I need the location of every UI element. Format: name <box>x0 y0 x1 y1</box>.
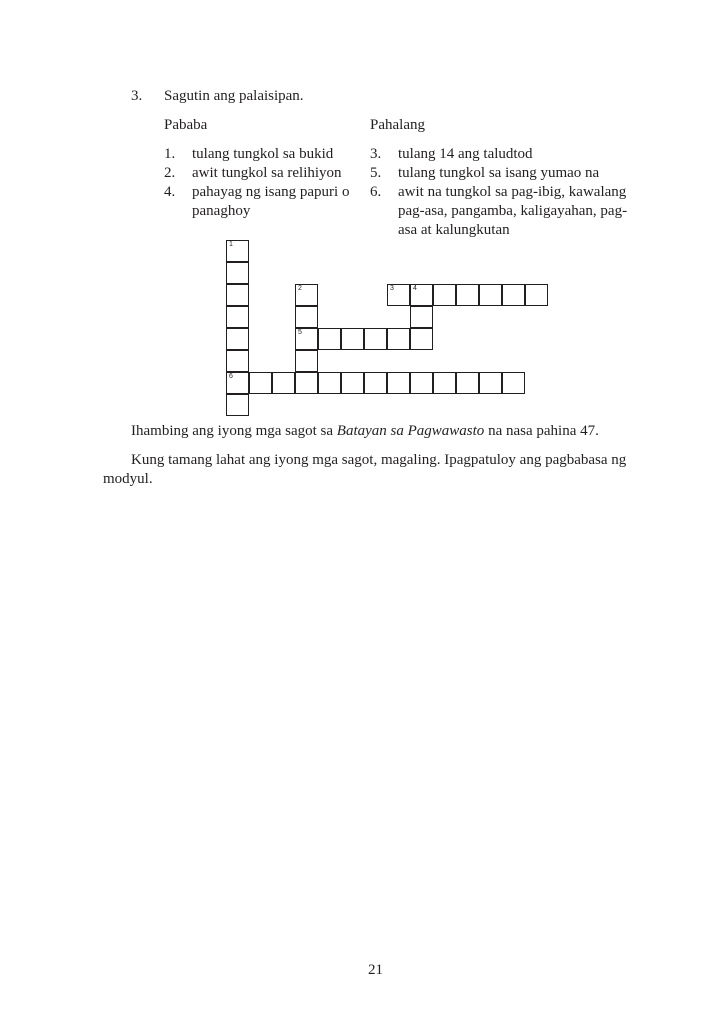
closing-line-1: Kung tamang lahat ang iyong mga sagot, magaling. Ipagpatuloy ang pagbabasa ng <box>131 452 627 468</box>
clue-text: awit tungkol sa relihiyon <box>192 165 342 181</box>
clue-text: panaghoy <box>192 203 251 219</box>
clue-text: tulang 14 ang taludtod <box>398 146 533 162</box>
page-number: 21 <box>368 962 383 978</box>
clue-number: 3. <box>370 146 382 162</box>
crossword-cell[interactable] <box>410 372 433 394</box>
crossword-cell[interactable] <box>456 284 479 306</box>
clue-number: 1. <box>164 146 176 162</box>
crossword-cell[interactable] <box>479 284 502 306</box>
pahalang-heading: Pahalang <box>370 117 425 133</box>
crossword-cell[interactable] <box>433 284 456 306</box>
crossword-cell[interactable] <box>226 350 249 372</box>
crossword-cell[interactable] <box>364 372 387 394</box>
clue-text: asa at kalungkutan <box>398 222 510 238</box>
crossword-cell[interactable] <box>502 284 525 306</box>
crossword-cell[interactable] <box>433 372 456 394</box>
closing-line-2: modyul. <box>103 471 153 487</box>
crossword-cell[interactable] <box>318 328 341 350</box>
crossword-cell[interactable] <box>410 328 433 350</box>
clue-text: awit na tungkol sa pag-ibig, kawalang <box>398 184 627 200</box>
crossword-cell[interactable] <box>249 372 272 394</box>
clue-number: 4. <box>164 184 176 200</box>
crossword-cell[interactable] <box>226 394 249 416</box>
crossword-cell[interactable] <box>272 372 295 394</box>
crossword-cell[interactable] <box>410 284 433 306</box>
crossword-number: 6 <box>229 373 233 380</box>
crossword-cell[interactable] <box>387 372 410 394</box>
item-number: 3. <box>131 88 143 104</box>
crossword-cell[interactable] <box>226 284 249 306</box>
crossword-cell[interactable] <box>226 306 249 328</box>
crossword-number: 1 <box>229 241 233 248</box>
clue-text: tulang tungkol sa bukid <box>192 146 334 162</box>
crossword-cell[interactable] <box>295 372 318 394</box>
clue-text: pag-asa, pangamba, kaligayahan, pag- <box>398 203 628 219</box>
compare-instruction <box>131 422 599 440</box>
crossword-cell[interactable] <box>456 372 479 394</box>
crossword-cell[interactable] <box>479 372 502 394</box>
crossword-cell[interactable] <box>341 372 364 394</box>
crossword-cell[interactable] <box>295 284 318 306</box>
clue-number: 6. <box>370 184 382 200</box>
crossword-cell[interactable] <box>341 328 364 350</box>
crossword-cell[interactable] <box>226 372 249 394</box>
crossword-number: 4 <box>413 285 417 292</box>
crossword-cell[interactable] <box>502 372 525 394</box>
book-title: Batayan sa Pagwawasto <box>336 423 485 439</box>
crossword-cell[interactable] <box>318 372 341 394</box>
crossword-cell[interactable] <box>226 240 249 262</box>
crossword-cell[interactable] <box>387 328 410 350</box>
clue-text: tulang tungkol sa isang yumao na <box>398 165 600 181</box>
clue-number: 2. <box>164 165 176 181</box>
crossword-cell[interactable] <box>226 328 249 350</box>
crossword-cell[interactable] <box>410 306 433 328</box>
instruction: Sagutin ang palaisipan. <box>164 88 304 104</box>
crossword-cell[interactable] <box>364 328 387 350</box>
crossword-number: 5 <box>298 329 302 336</box>
crossword-cell[interactable] <box>525 284 548 306</box>
compare-text: Ihambing ang iyong mga sagot sa <box>131 423 337 439</box>
pababa-heading: Pababa <box>164 117 208 133</box>
crossword-cell[interactable] <box>226 262 249 284</box>
crossword-cell[interactable] <box>387 284 410 306</box>
clue-number: 5. <box>370 165 382 181</box>
clue-text: pahayag ng isang papuri o <box>192 184 350 200</box>
crossword-number: 2 <box>298 285 302 292</box>
crossword-cell[interactable] <box>295 306 318 328</box>
crossword-number: 3 <box>390 285 394 292</box>
compare-page: na nasa pahina 47. <box>484 423 599 439</box>
crossword-cell[interactable] <box>295 328 318 350</box>
crossword-cell[interactable] <box>295 350 318 372</box>
